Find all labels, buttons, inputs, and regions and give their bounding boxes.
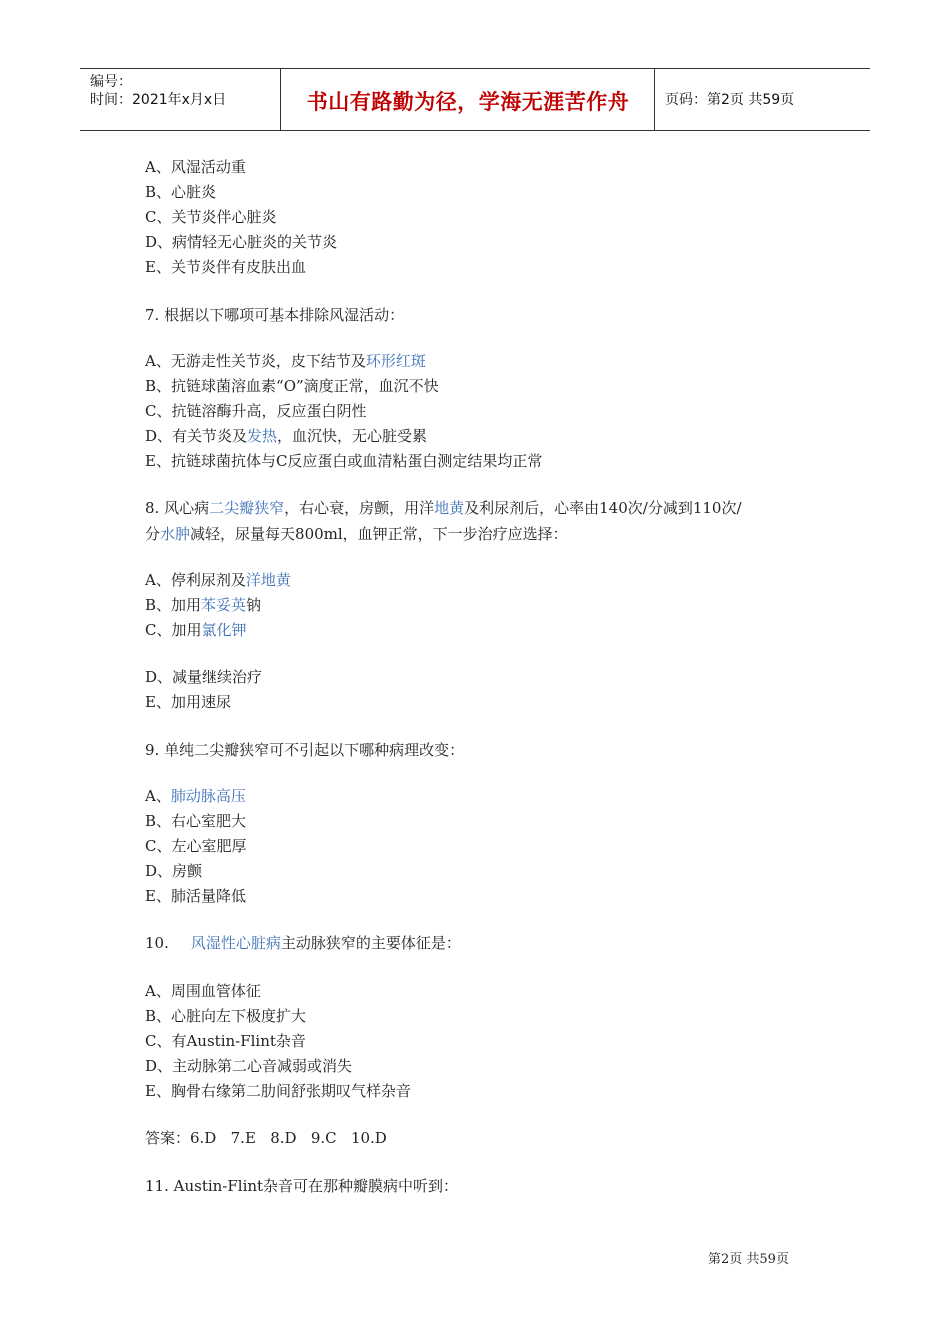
q8-stem2-link[interactable]: 水肿 <box>160 525 191 543</box>
q7-option-b: B、抗链球菌溶血素“O”滴度正常，血沉不快 <box>145 377 439 395</box>
q7-option-d-link[interactable]: 发热 <box>247 427 278 445</box>
q8-stem-link2[interactable]: 地黄 <box>434 499 465 517</box>
q8-stem-text-end: 及利尿剂后，心率由140次/分减到110次/ <box>464 499 742 517</box>
q8-option-c <box>145 620 247 640</box>
header-page-cell <box>655 69 870 130</box>
q10-option-c: C、有Austin-Flint杂音 <box>145 1032 306 1050</box>
q10-stem-text: 主动脉狭窄的主要体征是： <box>280 934 461 952</box>
number-label: 编号： <box>90 74 132 90</box>
q8-stem-link1[interactable]: 二尖瓣狭窄 <box>209 499 285 517</box>
q8-option-a-link[interactable]: 洋地黄 <box>245 571 291 589</box>
q7-option-a <box>145 351 426 371</box>
q11-stem: 11. Austin-Flint杂音可在那种瓣膜病中听到： <box>145 1177 459 1195</box>
page-number-label: 页码：第2页 共59页 <box>665 92 795 108</box>
q7-option-d-text-end: ，血沉快，无心脏受累 <box>277 427 428 445</box>
q7-option-e: E、抗链球菌抗体与C反应蛋白或血清粘蛋白测定结果均正常 <box>145 452 543 470</box>
q9-option-b: B、右心室肥大 <box>145 812 247 830</box>
q8-option-e: E、加用速尿 <box>145 693 231 711</box>
q8-option-d: D、减量继续治疗 <box>145 668 263 686</box>
q8-option-b-text-end: 钠 <box>246 596 262 614</box>
q10-option-e: E、胸骨右缘第二肋间舒张期叹气样杂音 <box>145 1082 411 1100</box>
q8-option-b-link[interactable]: 苯妥英 <box>201 596 247 614</box>
q8-option-c-text: C、加用 <box>145 621 202 639</box>
q9-option-e: E、肺活量降低 <box>145 887 246 905</box>
q7-option-a-link[interactable]: 环形红斑 <box>365 352 426 370</box>
q6-option-c: C、关节炎伴心脏炎 <box>145 208 277 226</box>
q8-option-b <box>145 595 261 615</box>
q8-stem2-text: 分 <box>145 525 161 543</box>
q9-option-a-link[interactable]: 肺动脉高压 <box>170 787 246 805</box>
q10-option-b: B、心脏向左下极度扩大 <box>145 1007 307 1025</box>
q6-option-d: D、病情轻无心脏炎的关节炎 <box>145 233 338 251</box>
q8-stem-text-mid: ，右心衰，房颤，用洋 <box>284 499 435 517</box>
q10-stem-link[interactable]: 风湿性心脏病 <box>190 934 281 952</box>
q9-option-c: C、左心室肥厚 <box>145 837 247 855</box>
answer-key: 答案：6.D 7.E 8.D 9.C 10.D <box>145 1129 387 1147</box>
q9-option-d: D、房颤 <box>145 862 203 880</box>
q10-option-a: A、周围血管体征 <box>145 982 261 1000</box>
q8-stem-text: 8. 风心病 <box>145 499 210 517</box>
q10-option-d: D、主动脉第二心音减弱或消失 <box>145 1057 353 1075</box>
q7-option-d-text: D、有关节炎及 <box>145 427 248 445</box>
page-footer: 第2页 共59页 <box>708 1252 789 1267</box>
q7-option-c: C、抗链溶酶升高，反应蛋白阴性 <box>145 402 367 420</box>
q6-option-b: B、心脏炎 <box>145 183 217 201</box>
q8-option-b-text: B、加用 <box>145 596 202 614</box>
q8-stem2-text-end: 减轻，尿量每天800ml，血钾正常，下一步治疗应选择： <box>190 525 568 543</box>
q9-option-a <box>145 786 246 806</box>
q7-option-d <box>145 426 427 446</box>
q6-option-e: E、关节炎伴有皮肤出血 <box>145 258 306 276</box>
q8-stem-line2 <box>145 524 568 544</box>
q10-stem <box>145 933 461 953</box>
q8-option-a-text: A、停利尿剂及 <box>145 571 246 589</box>
header-left-cell <box>80 69 281 130</box>
q8-option-c-link[interactable]: 氯化钾 <box>201 621 247 639</box>
q9-option-a-text: A、 <box>145 787 171 805</box>
page-header <box>80 68 870 131</box>
header-motto-cell <box>281 69 655 130</box>
q7-stem: 7. 根据以下哪项可基本排除风湿活动： <box>145 306 405 324</box>
q7-option-a-text: A、无游走性关节炎，皮下结节及 <box>145 352 366 370</box>
motto-text: 书山有路勤为径，学海无涯苦作舟 <box>306 90 630 114</box>
time-label: 时间：2021年x月x日 <box>90 92 227 108</box>
q9-stem: 9. 单纯二尖瓣狭窄可不引起以下哪种病理改变： <box>145 741 465 759</box>
q8-stem-line1 <box>145 498 742 518</box>
q10-number: 10. <box>145 934 169 952</box>
q6-option-a: A、风湿活动重 <box>145 158 246 176</box>
q8-option-a <box>145 570 291 590</box>
